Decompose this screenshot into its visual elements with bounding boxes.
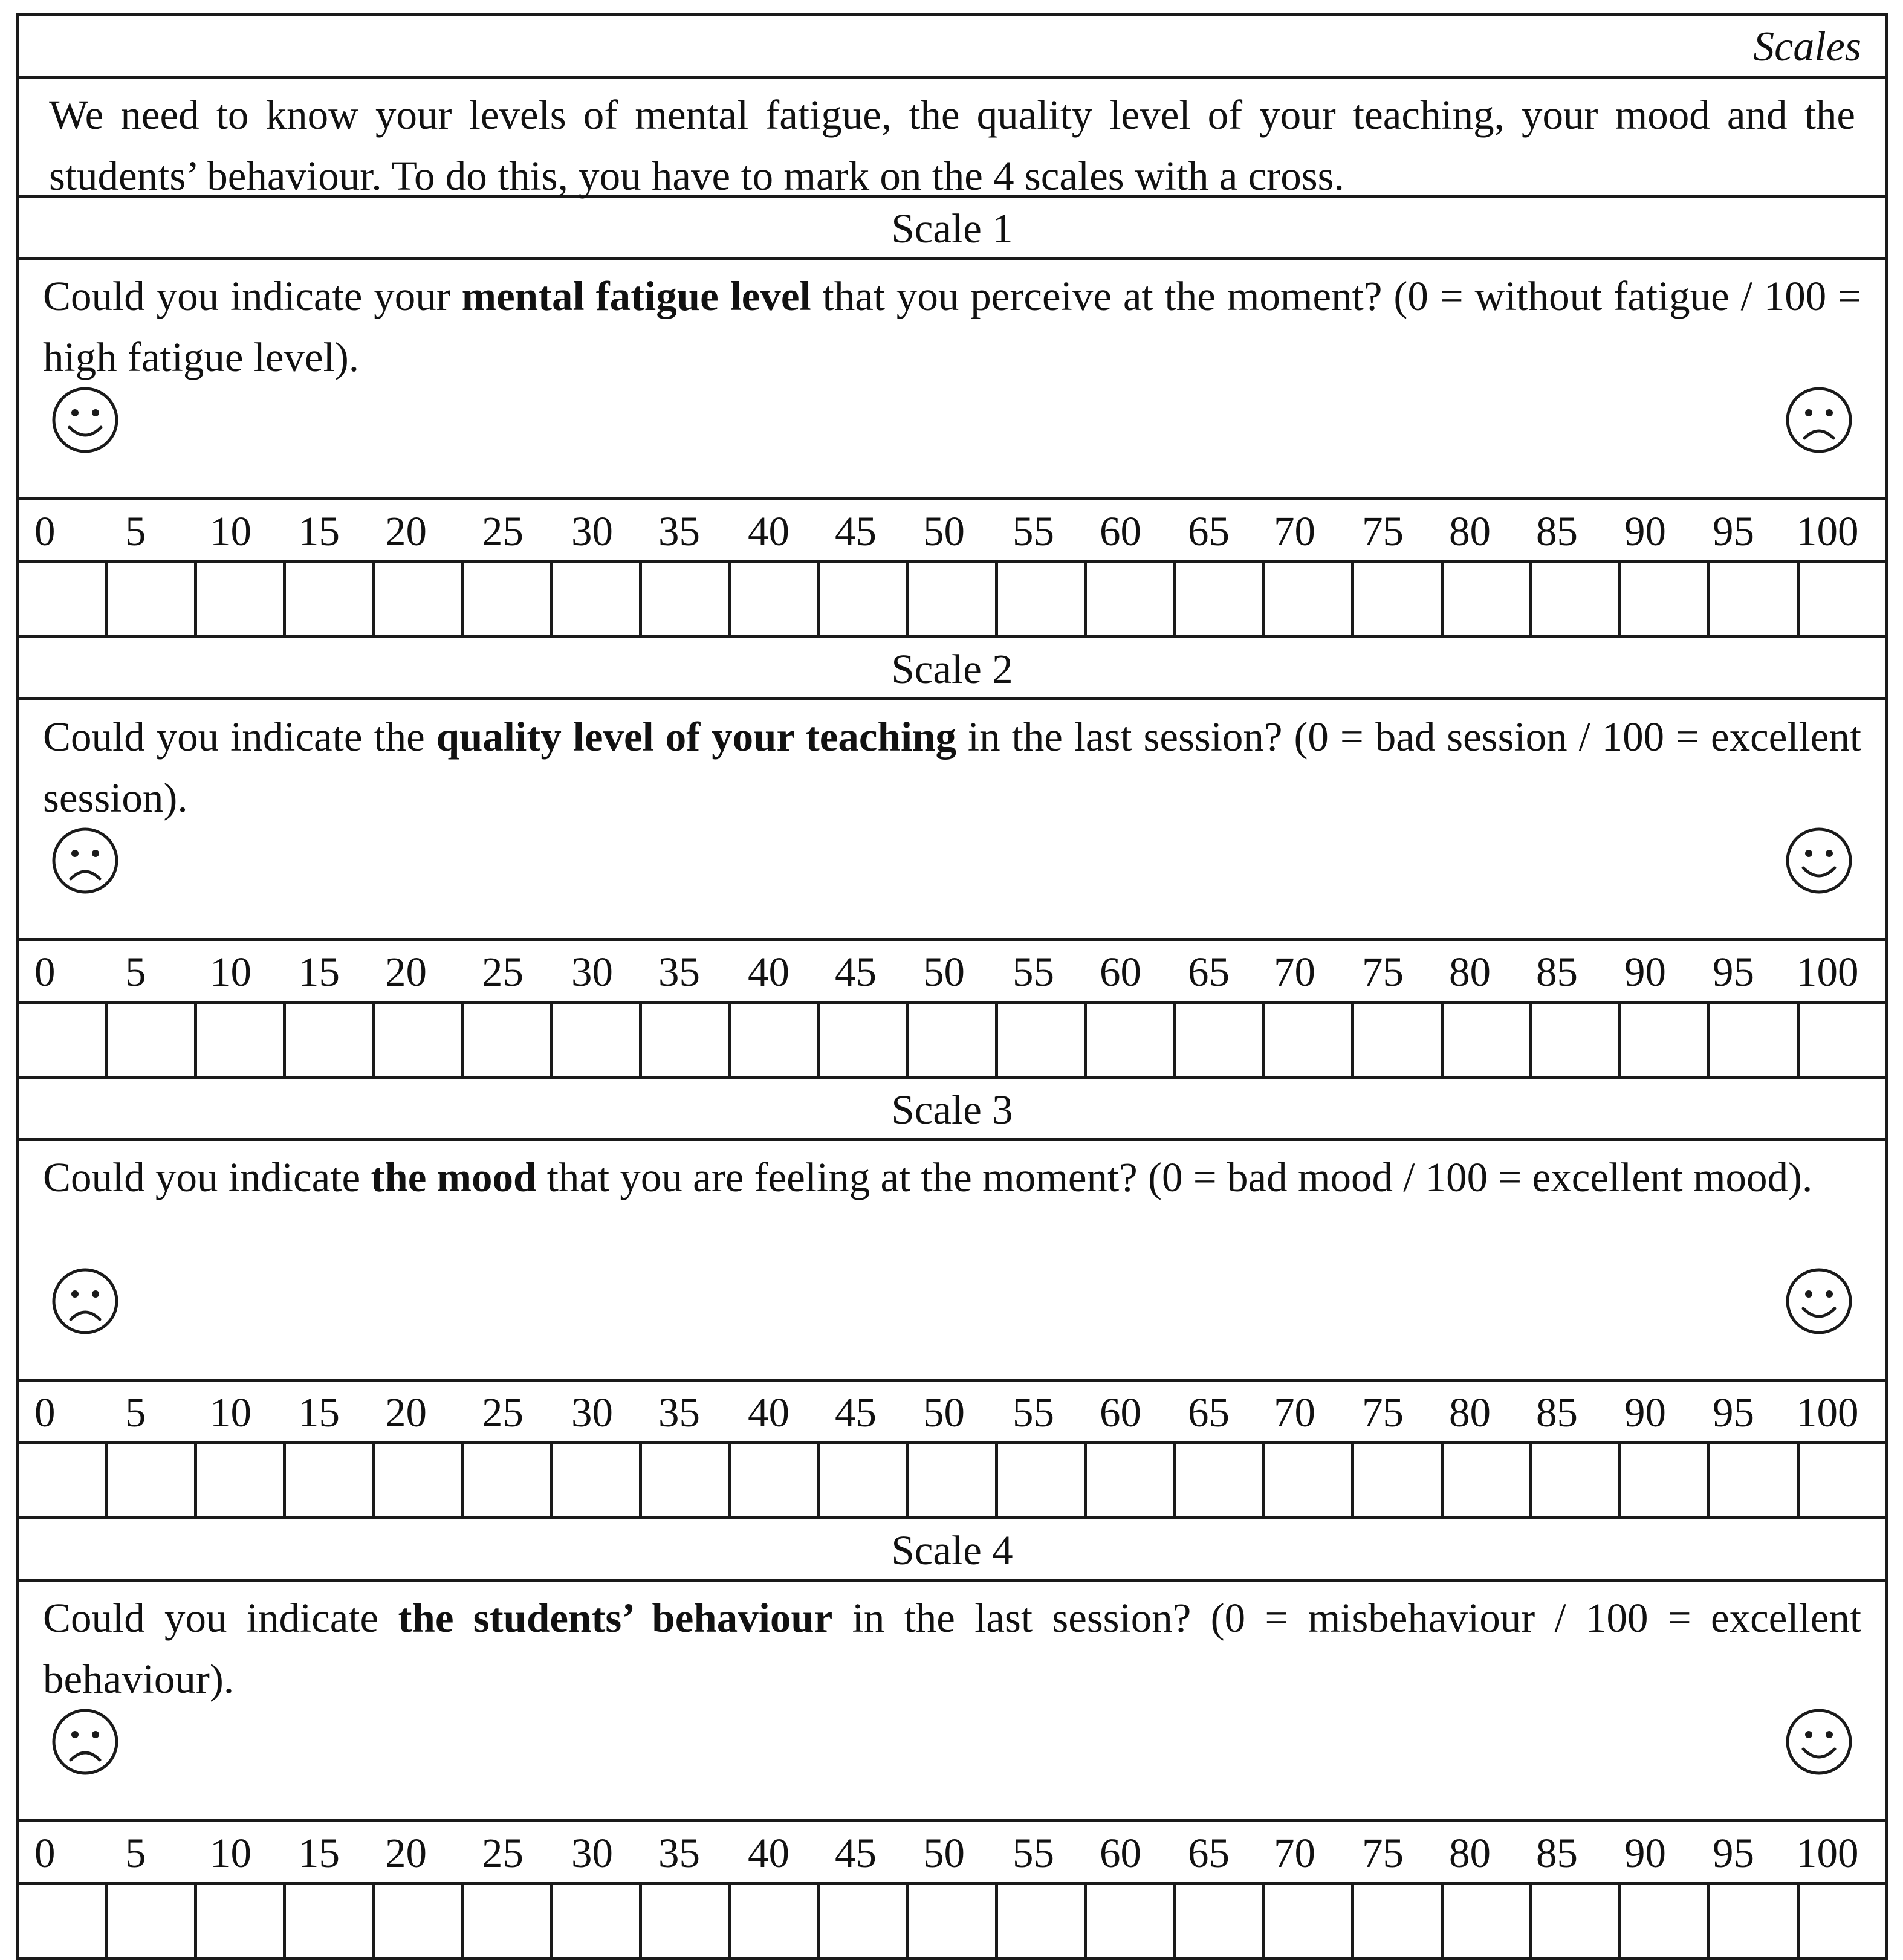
answer-box[interactable] (909, 1444, 998, 1516)
tick-label: 100 (1796, 949, 1859, 995)
tick-label: 35 (658, 1389, 700, 1435)
tick-label: 95 (1713, 949, 1754, 995)
question-text-end: that you are feeling at the moment? (0 = bad mood / 100 = excellent mood). (536, 1154, 1813, 1200)
question-emphasis: quality level of your teaching (436, 714, 956, 760)
scale-answer-boxes (19, 1444, 1885, 1519)
tick-label: 85 (1536, 508, 1578, 554)
sad-face-icon (49, 1265, 122, 1337)
answer-box[interactable] (375, 1444, 464, 1516)
tick-label: 20 (385, 508, 427, 554)
scale-2-heading: Scale 2 (19, 638, 1885, 700)
answer-box[interactable] (1710, 1444, 1799, 1516)
question-text-start: Could you indicate (43, 1595, 398, 1641)
answer-box[interactable] (1621, 1885, 1710, 1957)
tick-label: 75 (1362, 1389, 1404, 1435)
answer-box[interactable] (464, 1885, 553, 1957)
answer-box[interactable] (1710, 563, 1799, 635)
tick-label: 60 (1100, 1830, 1141, 1876)
answer-box[interactable] (1354, 1004, 1443, 1076)
tick-label: 10 (210, 508, 251, 554)
scale-answer-boxes (19, 1885, 1885, 1960)
answer-box[interactable] (19, 1444, 108, 1516)
answer-box[interactable] (286, 1004, 375, 1076)
tick-label: 25 (482, 1389, 524, 1435)
tick-label: 30 (571, 1830, 613, 1876)
tick-label: 70 (1274, 1389, 1315, 1435)
scale-tick-labels (19, 941, 1885, 1004)
answer-box[interactable] (1265, 563, 1354, 635)
question-text-start: Could you indicate the (43, 714, 436, 760)
answer-box[interactable] (1444, 1444, 1532, 1516)
answer-box[interactable] (1800, 1885, 1885, 1957)
form-title: Scales (1753, 24, 1861, 70)
answer-box[interactable] (553, 1444, 642, 1516)
smiley-face-icon (49, 384, 122, 456)
answer-box[interactable] (1621, 563, 1710, 635)
answer-box[interactable] (1800, 1004, 1885, 1076)
answer-box[interactable] (1354, 1885, 1443, 1957)
tick-label: 10 (210, 1830, 251, 1876)
tick-label: 55 (1013, 1830, 1054, 1876)
answer-box[interactable] (19, 563, 108, 635)
tick-label: 60 (1100, 949, 1141, 995)
answer-box[interactable] (1710, 1885, 1799, 1957)
answer-box[interactable] (1087, 1444, 1176, 1516)
answer-box[interactable] (1444, 1004, 1532, 1076)
answer-box[interactable] (909, 563, 998, 635)
tick-label: 45 (835, 1389, 877, 1435)
scale-question-row (19, 700, 1885, 941)
tick-label: 0 (34, 508, 56, 554)
answer-box[interactable] (642, 563, 731, 635)
answer-box[interactable] (286, 563, 375, 635)
answer-box[interactable] (1087, 1004, 1176, 1076)
answer-box[interactable] (286, 1885, 375, 1957)
tick-label: 10 (210, 1389, 251, 1435)
tick-label: 30 (571, 949, 613, 995)
answer-box[interactable] (998, 1444, 1087, 1516)
tick-label: 40 (748, 949, 789, 995)
answer-box[interactable] (1354, 563, 1443, 635)
tick-label: 15 (298, 508, 340, 554)
answer-box[interactable] (1800, 1444, 1885, 1516)
answer-box[interactable] (820, 1885, 909, 1957)
answer-box[interactable] (108, 1004, 196, 1076)
tick-label: 95 (1713, 1389, 1754, 1435)
scale-answer-boxes (19, 563, 1885, 638)
tick-label: 35 (658, 949, 700, 995)
tick-label: 15 (298, 1830, 340, 1876)
answer-box[interactable] (375, 1004, 464, 1076)
tick-label: 30 (571, 1389, 613, 1435)
answer-box[interactable] (553, 1885, 642, 1957)
tick-label: 20 (385, 1830, 427, 1876)
sad-face-icon (49, 1706, 122, 1778)
tick-label: 65 (1188, 1389, 1230, 1435)
tick-label: 70 (1274, 508, 1315, 554)
tick-label: 85 (1536, 1830, 1578, 1876)
question-text-start: Could you indicate (43, 1154, 371, 1200)
question-text-end: in the last session? (0 = misbehaviour / 100 = excellent behaviour). (43, 1595, 1861, 1702)
question-text-end: in the last session? (0 = bad session / 100 = excellent session). (43, 714, 1861, 821)
answer-box[interactable] (197, 563, 286, 635)
answer-box[interactable] (197, 1004, 286, 1076)
scale-question-row (19, 1141, 1885, 1382)
tick-label: 40 (748, 508, 789, 554)
tick-label: 90 (1624, 1830, 1666, 1876)
answer-box[interactable] (464, 1444, 553, 1516)
question-emphasis: the mood (371, 1154, 537, 1200)
question-text-end: that you perceive at the moment? (0 = without fatigue / 100 = high fatigue level). (43, 273, 1862, 380)
scale-tick-labels (19, 500, 1885, 563)
tick-label: 85 (1536, 949, 1578, 995)
scale-1-heading: Scale 1 (19, 198, 1885, 260)
tick-label: 60 (1100, 508, 1141, 554)
tick-label: 15 (298, 949, 340, 995)
answer-box[interactable] (1176, 563, 1265, 635)
tick-label: 35 (658, 1830, 700, 1876)
tick-label: 35 (658, 508, 700, 554)
answer-box[interactable] (553, 1004, 642, 1076)
tick-label: 65 (1188, 949, 1230, 995)
answer-box[interactable] (1176, 1885, 1265, 1957)
tick-label: 5 (125, 1830, 146, 1876)
tick-label: 50 (923, 508, 965, 554)
answer-box[interactable] (1621, 1444, 1710, 1516)
scale-question (43, 707, 1861, 829)
tick-label: 45 (835, 1830, 877, 1876)
answer-box[interactable] (998, 1004, 1087, 1076)
question-emphasis: the students’ behaviour (398, 1595, 833, 1641)
tick-label: 55 (1013, 508, 1054, 554)
answer-box[interactable] (464, 1004, 553, 1076)
answer-box[interactable] (1176, 1444, 1265, 1516)
answer-box[interactable] (909, 1004, 998, 1076)
answer-box[interactable] (998, 563, 1087, 635)
question-emphasis: mental fatigue level (461, 273, 811, 319)
answer-box[interactable] (108, 1885, 196, 1957)
tick-label: 55 (1013, 1389, 1054, 1435)
tick-label: 25 (482, 949, 524, 995)
answer-box[interactable] (731, 1885, 820, 1957)
answer-box[interactable] (1444, 563, 1532, 635)
tick-label: 65 (1188, 508, 1230, 554)
answer-box[interactable] (642, 1444, 731, 1516)
tick-label: 80 (1449, 1830, 1491, 1876)
answer-box[interactable] (464, 563, 553, 635)
answer-box[interactable] (375, 563, 464, 635)
sad-face-icon (1783, 384, 1855, 456)
scales-form (16, 13, 1888, 1960)
answer-box[interactable] (197, 1444, 286, 1516)
tick-label: 10 (210, 949, 251, 995)
answer-box[interactable] (1265, 1004, 1354, 1076)
answer-box[interactable] (19, 1885, 108, 1957)
tick-label: 90 (1624, 508, 1666, 554)
scale-tick-labels (19, 1822, 1885, 1885)
answer-box[interactable] (1265, 1885, 1354, 1957)
answer-box[interactable] (1532, 1444, 1621, 1516)
tick-label: 25 (482, 1830, 524, 1876)
answer-box[interactable] (108, 563, 196, 635)
tick-label: 45 (835, 949, 877, 995)
tick-label: 50 (923, 949, 965, 995)
answer-box[interactable] (1265, 1444, 1354, 1516)
answer-box[interactable] (19, 1004, 108, 1076)
answer-box[interactable] (998, 1885, 1087, 1957)
smiley-face-icon (1783, 824, 1855, 897)
intro-text: We need to know your levels of mental fatigue, the quality level of your teaching, your mood and the students’ behaviour. To do this, you have to mark on the 4 scales with a cross. (19, 79, 1885, 198)
answer-box[interactable] (1800, 563, 1885, 635)
scale-tick-labels (19, 1382, 1885, 1444)
tick-label: 100 (1796, 508, 1859, 554)
answer-box[interactable] (1532, 563, 1621, 635)
tick-label: 5 (125, 949, 146, 995)
tick-label: 25 (482, 508, 524, 554)
answer-box[interactable] (909, 1885, 998, 1957)
question-text-start: Could you indicate your (43, 273, 462, 319)
answer-box[interactable] (1621, 1004, 1710, 1076)
scale-question (43, 1588, 1861, 1710)
answer-box[interactable] (820, 1004, 909, 1076)
tick-label: 55 (1013, 949, 1054, 995)
tick-label: 75 (1362, 508, 1404, 554)
answer-box[interactable] (1444, 1885, 1532, 1957)
tick-label: 45 (835, 508, 877, 554)
tick-label: 0 (34, 949, 56, 995)
sad-face-icon (49, 824, 122, 897)
answer-box[interactable] (1532, 1885, 1621, 1957)
scale-4-heading: Scale 4 (19, 1519, 1885, 1582)
tick-label: 5 (125, 1389, 146, 1435)
answer-box[interactable] (731, 1004, 820, 1076)
answer-box[interactable] (1176, 1004, 1265, 1076)
tick-label: 15 (298, 1389, 340, 1435)
answer-box[interactable] (108, 1444, 196, 1516)
scale-question (43, 266, 1861, 388)
tick-label: 50 (923, 1389, 965, 1435)
tick-label: 50 (923, 1830, 965, 1876)
tick-label: 90 (1624, 949, 1666, 995)
tick-label: 95 (1713, 1830, 1754, 1876)
tick-label: 85 (1536, 1389, 1578, 1435)
answer-box[interactable] (1710, 1004, 1799, 1076)
tick-label: 75 (1362, 949, 1404, 995)
answer-box[interactable] (553, 563, 642, 635)
answer-box[interactable] (1532, 1004, 1621, 1076)
scale-answer-boxes (19, 1004, 1885, 1079)
smiley-face-icon (1783, 1265, 1855, 1337)
tick-label: 5 (125, 508, 146, 554)
tick-label: 40 (748, 1389, 789, 1435)
answer-box[interactable] (642, 1004, 731, 1076)
tick-label: 70 (1274, 1830, 1315, 1876)
answer-box[interactable] (731, 563, 820, 635)
answer-box[interactable] (286, 1444, 375, 1516)
tick-label: 65 (1188, 1830, 1230, 1876)
answer-box[interactable] (731, 1444, 820, 1516)
scale-question-row (19, 260, 1885, 500)
answer-box[interactable] (1354, 1444, 1443, 1516)
tick-label: 80 (1449, 508, 1491, 554)
scale-question-row (19, 1582, 1885, 1822)
scales-container (19, 198, 1885, 1960)
tick-label: 30 (571, 508, 613, 554)
tick-label: 75 (1362, 1830, 1404, 1876)
title-row (19, 16, 1885, 79)
tick-label: 0 (34, 1830, 56, 1876)
answer-box[interactable] (1087, 1885, 1176, 1957)
tick-label: 20 (385, 1389, 427, 1435)
scale-question (43, 1147, 1861, 1208)
answer-box[interactable] (820, 563, 909, 635)
answer-box[interactable] (820, 1444, 909, 1516)
tick-label: 100 (1796, 1830, 1859, 1876)
tick-label: 60 (1100, 1389, 1141, 1435)
tick-label: 100 (1796, 1389, 1859, 1435)
answer-box[interactable] (197, 1885, 286, 1957)
answer-box[interactable] (375, 1885, 464, 1957)
answer-box[interactable] (642, 1885, 731, 1957)
tick-label: 70 (1274, 949, 1315, 995)
tick-label: 0 (34, 1389, 56, 1435)
tick-label: 90 (1624, 1389, 1666, 1435)
tick-label: 80 (1449, 949, 1491, 995)
tick-label: 40 (748, 1830, 789, 1876)
scale-3-heading: Scale 3 (19, 1079, 1885, 1141)
tick-label: 20 (385, 949, 427, 995)
smiley-face-icon (1783, 1706, 1855, 1778)
tick-label: 80 (1449, 1389, 1491, 1435)
tick-label: 95 (1713, 508, 1754, 554)
answer-box[interactable] (1087, 563, 1176, 635)
